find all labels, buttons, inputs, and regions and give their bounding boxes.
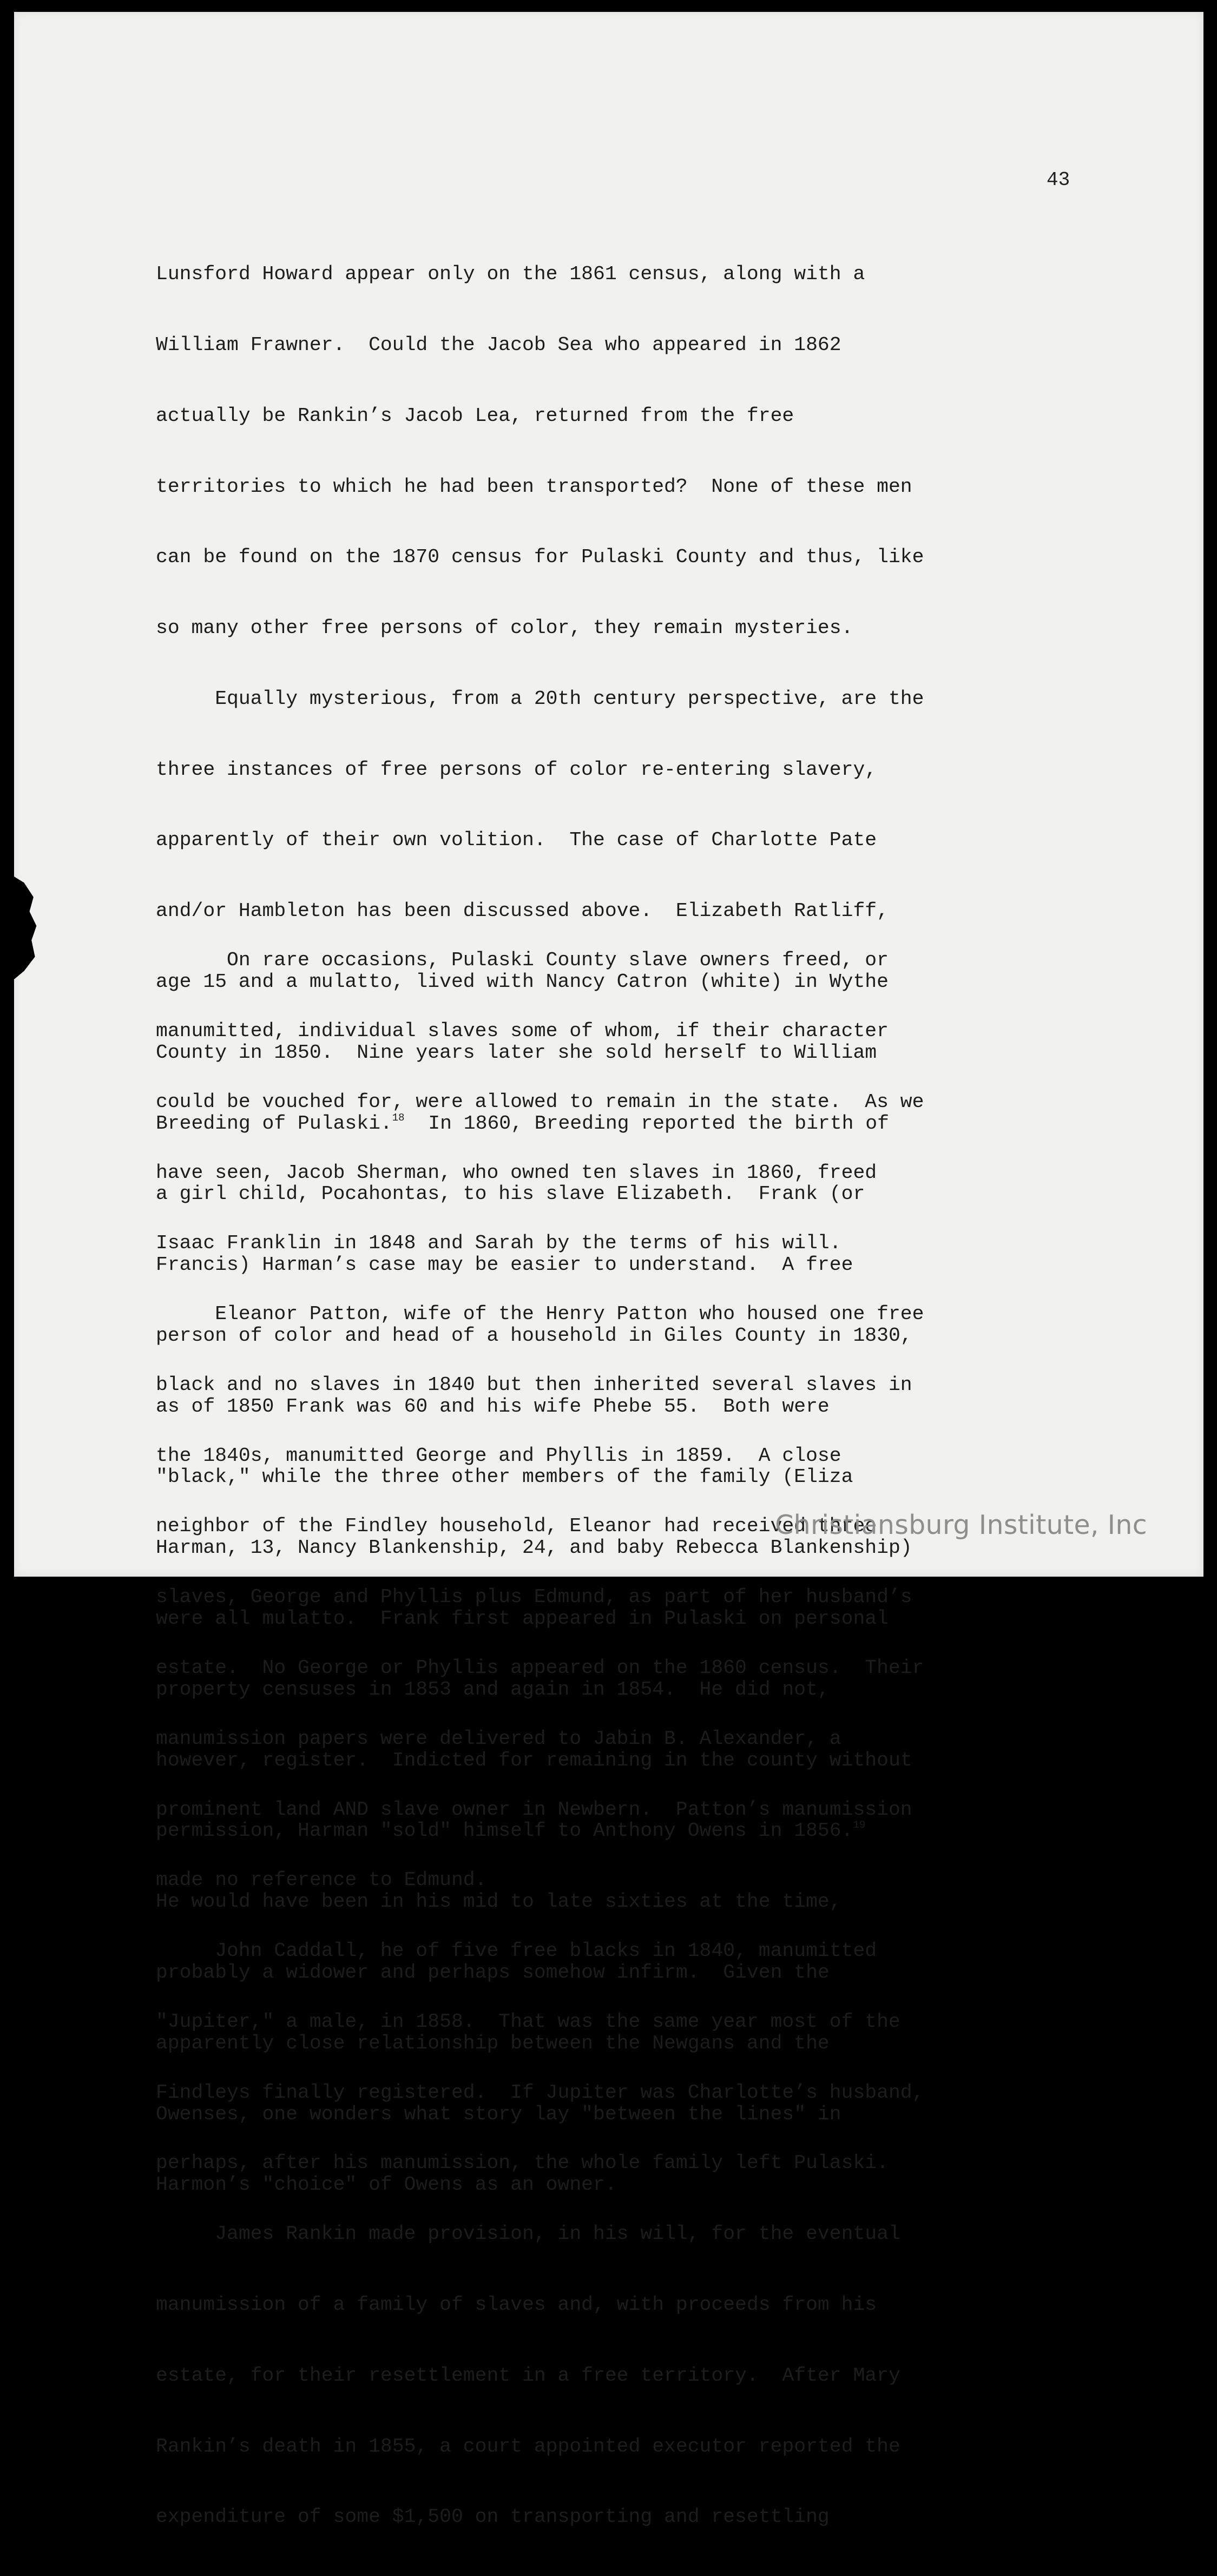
text-line: John Caddall, he of five free blacks in 1840, manumitted [156, 1940, 877, 1962]
text-line: Eleanor Patton, wife of the Henry Patton who housed one free [156, 1303, 924, 1326]
text-line: estate. No George or Phyllis appeared on the 1860 census. Their [156, 1657, 924, 1679]
text-line: however, register. Indicted for remaining in the county without [156, 1749, 912, 1771]
text-line: black and no slaves in 1840 but then inherited several slaves in [156, 1373, 912, 1396]
text-line: as of 1850 Frank was 60 and his wife Phebe 55. Both were [156, 1395, 830, 1418]
text-line: the 1840s, manumitted George and Phyllis in 1859. A close [156, 1444, 841, 1467]
text-line: have seen, Jacob Sherman, who owned ten slaves in 1860, freed [156, 1161, 877, 1184]
text-line: On rare occasions, Pulaski County slave owners freed, or [156, 949, 889, 972]
text-segment: In 1860, Breeding reported the birth of [404, 1112, 889, 1135]
text-line: neighbor of the Findley household, Eleanor had received three [156, 1515, 877, 1538]
text-line: Harman, 13, Nancy Blankenship, 24, and baby Rebecca Blankenship) [156, 1537, 912, 1559]
text-block-2 [156, 901, 1087, 2576]
text-line: He would have been in his mid to late sixties at the time, [156, 1890, 841, 1913]
text-line: expenditure of some $1,500 on transporting and resettling [156, 2506, 830, 2528]
text-line: William Frawner. Could the Jacob Sea who appeared in 1862 [156, 333, 841, 356]
text-line: "black," while the three other members of the family (Eliza [156, 1466, 853, 1488]
text-line: three instances of free persons of color re-entering slavery, [156, 758, 877, 781]
text-line: can be found on the 1870 census for Pulaski County and thus, like [156, 546, 924, 569]
text-line: Harmon’s "choice" of Owens as an owner. [156, 2173, 617, 2196]
watermark: Christiansburg Institute, Inc [775, 1510, 1147, 1540]
text-line: County in 1850. Nine years later she sold herself to William [156, 1041, 877, 1064]
text-line: Findleys finally registered. If Jupiter was Charlotte’s husband, [156, 2081, 924, 2104]
text-line: and/or Hambleton has been discussed above. Elizabeth Ratliff, [156, 900, 889, 923]
text-line: apparently close relationship between the Newgans and the [156, 2032, 830, 2054]
text-line: Francis) Harman’s case may be easier to understand. A free [156, 1254, 853, 1276]
text-line: age 15 and a mulatto, lived with Nancy Catron (white) in Wythe [156, 971, 889, 993]
text-line: manumitted, individual slaves some of whom, if their character [156, 1019, 889, 1042]
document-page [14, 12, 1203, 2528]
text-line: Owenses, one wonders what story lay "between the lines" in [156, 2103, 841, 2125]
text-line: a girl child, Pocahontas, to his slave Elizabeth. Frank (or [156, 1183, 865, 1205]
text-line: were all mulatto. Frank first appeared in Pulaski on personal [156, 1607, 889, 1630]
text-line: slaves, George and Phyllis plus Edmund, as part of her husband’s [156, 1586, 912, 1609]
text-line: perhaps, after his manumission, the whole family left Pulaski. [156, 2152, 889, 2175]
text-line: probably a widower and perhaps somehow infirm. Given the [156, 1961, 830, 1984]
text-line: property censuses in 1853 and again in 1854. He did not, [156, 1678, 830, 1701]
text-line: Rankin’s death in 1855, a court appointed executor reported the [156, 2435, 900, 2458]
page-number: 43 [1047, 169, 1070, 191]
footnote-marker-18: 18 [392, 1111, 405, 1124]
text-line: James Rankin made provision, in his will, for the eventual [156, 2223, 900, 2245]
text-line: prominent land AND slave owner in Newbern. Patton’s manumission [156, 1798, 912, 1821]
text-line: could be vouched for, were allowed to remain in the state. As we [156, 1090, 924, 1113]
text-segment: Breeding of Pulaski. [156, 1112, 392, 1135]
footnote-marker-19: 19 [853, 1819, 866, 1831]
text-line: "Jupiter," a male, in 1858. That was the same year most of the [156, 2010, 900, 2033]
text-line: made no reference to Edmund. [156, 1869, 487, 1892]
text-line: Equally mysterious, from a 20th century perspective, are the [156, 687, 924, 710]
text-line: manumission of a family of slaves and, with proceeds from his [156, 2294, 877, 2316]
text-line: Isaac Franklin in 1848 and Sarah by the terms of his will. [156, 1232, 841, 1255]
text-line: manumission papers were delivered to Jabin B. Alexander, a [156, 1727, 841, 1750]
text-segment: permission, Harman "sold" himself to Anthony Owens in 1856. [156, 1820, 853, 1842]
text-line: apparently of their own volition. The case of Charlotte Pate [156, 829, 877, 852]
text-line: estate, for their resettlement in a free territory. After Mary [156, 2364, 900, 2387]
torn-edge [14, 877, 39, 979]
text-line: Lunsford Howard appear only on the 1861 census, along with a [156, 263, 865, 286]
text-line: actually be Rankin’s Jacob Lea, returned from the free [156, 404, 794, 427]
text-line: so many other free persons of color, they remain mysteries. [156, 617, 853, 640]
text-line: person of color and head of a household in Giles County in 1830, [156, 1324, 912, 1347]
text-line: territories to which he had been transported? None of these men [156, 475, 912, 498]
